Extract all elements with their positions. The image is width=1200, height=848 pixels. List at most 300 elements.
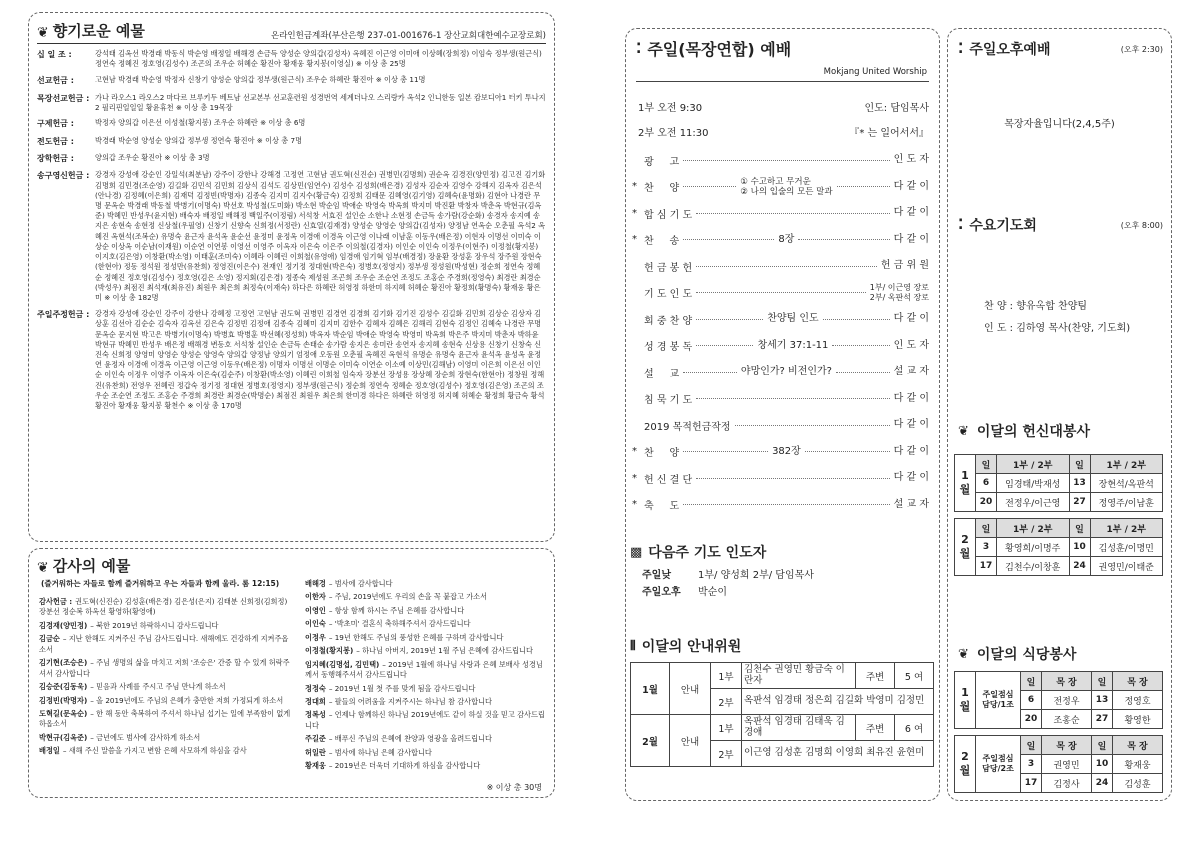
offering-section-names: 가나 라오스1 라오스2 마다르 브루키두 베트남 선교본부 선교훈련원 성경번역 세계더나오 스리랑카 옥석2 인니한동 일본 캄보디아1 터키 투나지2 필리핀일일일 황윤휴천 ※ 이상 총 19목장 bbox=[95, 92, 546, 113]
dotted-leader bbox=[837, 186, 890, 187]
worship-order-row bbox=[632, 465, 929, 492]
usher-time: 주변 bbox=[856, 715, 895, 741]
thanks-footer: ※ 이상 총 30명 bbox=[486, 783, 542, 792]
month-label: 1 월 bbox=[955, 672, 976, 729]
offering-section bbox=[37, 153, 546, 164]
thanks-item-name: 김금순 bbox=[39, 634, 60, 644]
double-dot-icon: ⁚ bbox=[958, 217, 964, 233]
worship-order-name: 헌 신 결 단 bbox=[644, 474, 693, 486]
assignee-cell: 전정우 bbox=[1042, 691, 1092, 710]
offering-section-label: 구제헌금 : bbox=[37, 119, 74, 129]
thanks-subtitle: (즐거워하는 자들로 함께 즐거워하고 우는 자들과 함께 울라. 롬 12:15) bbox=[41, 579, 280, 588]
worship-order-detail: ① 수고하고 무거운 ② 나의 입술의 모든 말과 bbox=[740, 176, 833, 197]
service-time-1-leader: 인도: 담임목사 bbox=[864, 103, 929, 114]
dotted-leader bbox=[683, 239, 774, 240]
worship-order-name: 광 고 bbox=[644, 156, 680, 168]
dotted-leader bbox=[696, 478, 889, 479]
day-cell: 10 bbox=[1092, 755, 1113, 774]
dotted-leader bbox=[823, 319, 890, 320]
month-table-header bbox=[955, 736, 1163, 755]
worship-order-role: 다 같 이 bbox=[893, 313, 930, 325]
day-cell: 20 bbox=[1021, 710, 1042, 729]
day-cell: 24 bbox=[1092, 774, 1113, 793]
worship-order-name: 찬 양 bbox=[644, 183, 680, 195]
worship-order-name: 설 교 bbox=[644, 368, 680, 380]
month-table-row bbox=[955, 474, 1163, 493]
month-table-header-cell: 일 bbox=[1069, 519, 1090, 538]
dotted-leader bbox=[805, 451, 890, 452]
right-column-box bbox=[947, 28, 1172, 801]
afternoon-header bbox=[958, 39, 1163, 59]
thanks-item-text: – '박초미' 결혼식 축하해주셔서 감사드립니다 bbox=[328, 619, 471, 629]
thanks-item-text: – 하나님 아버지, 2019년 1월 주님 은혜에 감사드립니다 bbox=[356, 646, 533, 656]
month-table-header-cell: 목 장 bbox=[1113, 672, 1163, 691]
leaf-icon: ❦ bbox=[958, 646, 969, 662]
usher-names: 김천수 권영민 황금숙 이란자 bbox=[742, 663, 856, 689]
usher-names: 이근영 김성훈 김명희 이영희 최유진 윤현미 bbox=[742, 741, 934, 767]
thanks-item bbox=[39, 658, 294, 679]
assignee-cell: 정영주/이남훈 bbox=[1090, 493, 1163, 512]
assignee-cell: 김성훈/이명민 bbox=[1090, 538, 1163, 557]
order-of-worship bbox=[632, 147, 929, 518]
thanks-item-text: – 2019년 1월 첫 주를 맞게 됨을 감사드립니다 bbox=[328, 683, 476, 693]
worship-order-detail: 8장 bbox=[778, 233, 795, 245]
thanks-item-name: 정정숙 bbox=[305, 683, 326, 693]
thanks-item-text: – 범사에 감사합니다 bbox=[328, 579, 393, 588]
wednesday-line-2-label: 인 도 : bbox=[984, 323, 1014, 334]
offering-section-label: 목장선교헌금 : bbox=[37, 93, 90, 103]
dotted-leader bbox=[836, 372, 890, 373]
devotion-header bbox=[958, 421, 1090, 441]
worship-order-row bbox=[632, 280, 929, 307]
wednesday-title: 수요기도회 bbox=[969, 218, 1037, 234]
day-cell: 17 bbox=[976, 557, 997, 576]
assignee-cell: 김천수/이창훈 bbox=[997, 557, 1070, 576]
worship-order-row bbox=[632, 333, 929, 360]
thanks-item bbox=[305, 710, 545, 731]
dotted-leader bbox=[696, 213, 889, 214]
day-cell: 13 bbox=[1092, 691, 1113, 710]
thanks-item-name: 정복성 bbox=[305, 710, 326, 720]
thanks-title: 감사의 예물 bbox=[52, 557, 131, 575]
dotted-leader bbox=[683, 451, 768, 452]
assignee-cell: 전정우/이근영 bbox=[997, 493, 1070, 512]
thanks-item-name: 이정철(황지봉) bbox=[305, 646, 354, 656]
month-table-row bbox=[955, 538, 1163, 557]
thanks-item bbox=[305, 697, 545, 707]
thanks-item-name: 감사헌금 : bbox=[39, 597, 73, 606]
wednesday-line-1-text: 향유옥합 찬양팀 bbox=[1016, 301, 1088, 312]
month-table-header-cell: 일 bbox=[1092, 672, 1113, 691]
worship-order-name: 헌 금 봉 헌 bbox=[644, 262, 693, 274]
thanks-item-text: – 팔들의 어려움을 지켜주시는 하나님 참 감사합니다 bbox=[328, 696, 492, 706]
stand-marker: * bbox=[632, 181, 637, 193]
month-table-header-cell: 일 bbox=[1092, 736, 1113, 755]
thanks-item-text: 권도혁(신진순) 김성훈(배은경) 김은성(은지) 김태분 신희정(김희정) 장분선 정순복 하옥선 황영하(황영애) bbox=[39, 597, 288, 617]
worship-order-role: 1부/ 이근영 장로 2부/ 옥판석 장로 bbox=[869, 283, 929, 302]
dotted-leader bbox=[683, 504, 889, 505]
next-week-section bbox=[630, 542, 930, 598]
wednesday-line-1-label: 찬 양 : bbox=[984, 301, 1014, 312]
service-time-2-label: 2부 오전 11:30 bbox=[638, 128, 709, 139]
thanks-item-text: – 주님 생명의 삶을 마치고 저희 '조승은' 간증 할 수 있게 허락주셔서 감사합니다 bbox=[39, 658, 290, 678]
leaf-icon: ❦ bbox=[37, 25, 49, 41]
worship-order-role: 다 같 이 bbox=[893, 472, 929, 484]
thanks-item-name: 김기현(조승은) bbox=[39, 658, 88, 668]
assignee-cell: 황영희/이명주 bbox=[997, 538, 1070, 557]
worship-order-role: 헌 금 위 원 bbox=[880, 260, 929, 272]
thanks-left-column bbox=[39, 597, 294, 791]
assignee-cell: 황재웅 bbox=[1113, 755, 1163, 774]
worship-order-name: 축 도 bbox=[644, 501, 680, 513]
offering-section bbox=[37, 75, 546, 86]
next-week-row-2-text: 박순이 bbox=[698, 587, 727, 598]
thanks-item-name: 배해경 bbox=[305, 579, 326, 588]
assignee-cell: 조홍순 bbox=[1042, 710, 1092, 729]
thanks-item-text: – 금년에도 범사에 감사하게 하소서 bbox=[90, 732, 201, 742]
thanks-item bbox=[305, 660, 545, 681]
wednesday-header bbox=[958, 215, 1163, 235]
stand-marker: * bbox=[632, 472, 637, 484]
usher-part: 2부 bbox=[711, 689, 742, 715]
assignee-cell: 권영민/이태준 bbox=[1090, 557, 1163, 576]
offering-header bbox=[37, 19, 546, 41]
thanks-item-name: 배정일 bbox=[39, 746, 60, 756]
worship-order-role: 다 같 이 bbox=[893, 392, 929, 404]
offering-title: 향기로운 예물 bbox=[52, 22, 145, 40]
thanks-item bbox=[39, 746, 294, 756]
month-label: 1 월 bbox=[955, 455, 976, 512]
assignee-cell: 장현석/옥판석 bbox=[1090, 474, 1163, 493]
service-time-2 bbox=[638, 124, 929, 139]
dotted-leader bbox=[683, 160, 889, 161]
assignee-cell: 권영민 bbox=[1042, 755, 1092, 774]
month-table-header bbox=[955, 519, 1163, 538]
thanks-header bbox=[37, 555, 130, 576]
thanks-item bbox=[305, 633, 545, 643]
thanks-item-name: 황재웅 bbox=[305, 761, 326, 771]
offering-list bbox=[37, 49, 546, 535]
offering-section-label: 주일주정헌금 : bbox=[37, 310, 90, 320]
worship-order-role: 다 같 이 bbox=[893, 180, 930, 192]
thanks-item bbox=[39, 634, 294, 655]
offering-section bbox=[37, 136, 546, 147]
worship-order-name: 성 경 봉 독 bbox=[644, 342, 693, 354]
offering-section-names: 양의갑 조우순 황진아 ※ 이상 총 3명 bbox=[95, 152, 210, 162]
usher-count: 6 여 bbox=[895, 715, 934, 741]
worship-order-row bbox=[632, 306, 929, 333]
bars-icon: ⦀ bbox=[630, 638, 636, 654]
afternoon-title: 주일오후예배 bbox=[969, 42, 1051, 58]
thanks-item-text: – 지난 한해도 지켜주신 주님 감사드립니다. 새해에도 건강하게 지켜주옵소서 bbox=[39, 634, 289, 654]
next-week-row-2-label: 주일오후 bbox=[642, 587, 681, 598]
wednesday-line-2 bbox=[984, 319, 1130, 334]
devotion-title: 이달의 헌신대봉사 bbox=[976, 424, 1090, 440]
thanks-right-column bbox=[305, 579, 545, 779]
next-week-header bbox=[630, 542, 930, 562]
worship-order-name: 찬 양 bbox=[644, 448, 680, 460]
day-cell: 13 bbox=[1069, 474, 1090, 493]
worship-order-role: 설 교 자 bbox=[893, 366, 930, 378]
thanks-item bbox=[39, 696, 294, 706]
thanks-item-text: – 올 2019년에도 주님의 은혜가 충만한 저희 가정되게 하소서 bbox=[90, 695, 284, 705]
next-week-row-1-label: 주일낮 bbox=[642, 570, 671, 581]
thanks-item-text: – 믿음과 사례를 주시고 주님 만나게 하소서 bbox=[90, 682, 226, 692]
offering-section bbox=[37, 49, 546, 69]
month-table-header-cell: 1부 / 2부 bbox=[1090, 455, 1163, 474]
dotted-leader bbox=[798, 239, 889, 240]
worship-order-role: 인 도 자 bbox=[893, 339, 930, 351]
worship-order-row bbox=[632, 200, 929, 227]
month-table bbox=[954, 735, 1163, 793]
month-table-header-cell: 일 bbox=[976, 519, 997, 538]
worship-order-role: 인 도 자 bbox=[893, 154, 929, 166]
worship-order-name: 합 심 기 도 bbox=[644, 209, 693, 221]
thanks-item bbox=[39, 682, 294, 692]
offering-title-underline bbox=[37, 43, 546, 44]
day-cell: 24 bbox=[1069, 557, 1090, 576]
thanks-item-name: 허일란 bbox=[305, 747, 326, 757]
kitchen-duty-label: 주일점심 담당/2조 bbox=[976, 736, 1021, 793]
kitchen-title: 이달의 식당봉사 bbox=[976, 647, 1077, 663]
month-table bbox=[954, 518, 1163, 576]
checker-icon: ▩ bbox=[630, 544, 643, 560]
devotion-tables bbox=[954, 454, 1163, 582]
month-table-header-cell: 목 장 bbox=[1113, 736, 1163, 755]
usher-part: 2부 bbox=[711, 741, 742, 767]
thanks-item bbox=[305, 748, 545, 758]
thanks-item-text: – 범사에 하나님 은혜 감사합니다 bbox=[328, 747, 432, 757]
ushers-title: 이달의 안내위원 bbox=[641, 639, 742, 655]
worship-order-detail: 야망인가? 비전인가? bbox=[740, 366, 832, 378]
worship-order-row bbox=[632, 147, 929, 174]
offering-section bbox=[37, 118, 546, 129]
offering-section-label: 선교헌금 : bbox=[37, 76, 74, 86]
dotted-leader bbox=[696, 292, 866, 293]
thanks-item-name: 이정우 bbox=[305, 632, 326, 642]
thanks-item bbox=[305, 606, 545, 616]
assignee-cell: 황영한 bbox=[1113, 710, 1163, 729]
worship-order-role: 설 교 자 bbox=[893, 498, 929, 510]
stand-marker: * bbox=[632, 234, 637, 246]
next-week-title: 다음주 기도 인도자 bbox=[648, 545, 767, 561]
wednesday-line-1 bbox=[984, 297, 1087, 312]
offering-section-label: 장학헌금 : bbox=[37, 153, 74, 163]
thanks-item bbox=[305, 579, 545, 589]
thanks-item-name: 이영인 bbox=[305, 605, 326, 615]
next-week-row-1 bbox=[642, 566, 930, 581]
thanks-item bbox=[305, 684, 545, 694]
usher-names: 옥판석 임경태 정은희 김길화 박영미 김정민 bbox=[742, 689, 934, 715]
offering-section-names: 박정자 양의갑 이은선 이성철(황지봉) 조우순 하혜란 ※ 이상 총 6명 bbox=[95, 118, 306, 128]
month-table-header-cell: 1부 / 2부 bbox=[997, 519, 1070, 538]
month-table-header bbox=[955, 455, 1163, 474]
month-table-row bbox=[955, 557, 1163, 576]
worship-order-row bbox=[632, 492, 929, 519]
offering-section-names: 고현남 박경래 박순영 박정자 신창기 양성순 양의갑 정부생(원근식) 조우순 하혜란 황진아 ※ 이상 총 11명 bbox=[95, 75, 426, 85]
month-table-header-cell: 1부 / 2부 bbox=[1090, 519, 1163, 538]
dotted-leader bbox=[832, 345, 889, 346]
worship-order-role: 다 같 이 bbox=[893, 445, 929, 457]
thanks-box bbox=[28, 548, 555, 798]
leaf-icon: ❦ bbox=[37, 560, 49, 576]
worship-order-detail: 382장 bbox=[772, 445, 801, 457]
stand-marker: * bbox=[632, 499, 637, 511]
stand-marker: * bbox=[632, 446, 637, 458]
day-cell: 3 bbox=[976, 538, 997, 557]
ushers-section bbox=[630, 636, 930, 767]
kitchen-tables bbox=[954, 671, 1163, 799]
worship-order-detail: 찬양팀 인도 bbox=[767, 313, 819, 325]
month-table-header bbox=[955, 672, 1163, 691]
worship-subtitle: Mokjang United Worship bbox=[823, 67, 927, 77]
thanks-item-text: – 주님, 2019년에도 우리의 손을 꼭 붙잡고 가소서 bbox=[328, 592, 488, 602]
service-time-1 bbox=[638, 99, 929, 114]
kitchen-duty-label: 주일점심 담당/1조 bbox=[976, 672, 1021, 729]
thanks-item bbox=[39, 733, 294, 743]
dotted-leader bbox=[683, 186, 736, 187]
thanks-item bbox=[305, 646, 545, 656]
offering-section-names: 강경자 강성애 강순인 강주이 강한나 강혜정 고정연 고현남 권도혁 권병민 김경연 김경희 김기화 김기진 김성수 김길화 김민희 김상순 김상자 김상훈 김선아 김순순 김숙자 김옥선 김은숙 김정빈 김정애 김종숙 김혜미 김지미 김한수 김혜자 김혜은 김해리 김현숙 김정인 김혜숙 나경란 무명 문옥순 문지현 박고은 박병기(이명숙) 박병효 박병훈 박선혜(정성희) 박옥자 박순임 박애순 박영숙 박영미 박옥희 박은주 박지미 박춘자 박하윤 박현규 박혜민 반성우 배은정 배해경 변동호 서석창 설인순 손금득 손태순 송가람 송지은 송미란 송연자 송지혜 송현숙 신상용 신창기 신창숙 신진숙 신희정 양영미 양영순 양성순 양영숙 양의갑 양정남 양의기 엄정애 오동원 오춘필 옥혜진 옥현석 유명순 유명숙 윤근자 윤석옥 윤성옥 윤정연 윤정자 이경애 이경옥 이근영 이근영 이동우(배은정) 이명자 이명선 이명순 이미숙 이연순 이소예 이상민(김해남) 이영미 이은희 이은선 이인순 이인숙 이정우 이영주 이옥자 이은숙(김순주) 이창환(박소영) 이혜린 이희철 임숙자 장분선 장성용 장상혜 장순희 장현숙(한현아) 정창원 정해진(유찬희) 전영우 전혜린 정갑숙 정기정 정대현 정병호(정영지) 정부생(원근식) 정순희 정연숙 정혜순 정호영(김성수) 정호영(김은영) 조곤의 조우순 조순연 조정도 조홍순 주경희 최경란 최경순(박명순) 최점진 최원우 최은희 한미경 하다은 하혜란 허영정 허지혜 허혜순 황정희 황금숙 황석 황진아 황재웅 황지봉 황천수 ※ 이상 총 170명 bbox=[95, 309, 545, 411]
usher-role: 안내 bbox=[670, 663, 711, 715]
assignee-cell: 김성훈 bbox=[1113, 774, 1163, 793]
afternoon-text: 목장자율입니다(2,4,5주) bbox=[1004, 119, 1115, 130]
month-table-header-cell: 목 장 bbox=[1042, 736, 1092, 755]
worship-order-detail: 창세기 37:1-11 bbox=[757, 339, 829, 351]
usher-row bbox=[631, 715, 934, 741]
day-cell: 6 bbox=[976, 474, 997, 493]
offering-section-names: 강석태 김옥선 박경래 박동식 박순영 배정일 배해경 손금득 양성순 양의갑(김성자) 옥혜진 이근영 이미애 이상혜(장희정) 이임숙 정부생(원근식) 정연숙 정혜진 정호영(김성수) 조곤의 조우순 허혜순 황진아 황재웅 황지봉(이영실) ※ 이상 총 25명 bbox=[95, 49, 542, 69]
day-cell: 3 bbox=[1021, 755, 1042, 774]
usher-count: 5 여 bbox=[895, 663, 934, 689]
thanks-item-text: – 언제나 함께하신 하나님 2019년에도 같이 하실 것을 믿고 감사드립니다 bbox=[305, 710, 545, 730]
day-cell: 20 bbox=[976, 493, 997, 512]
usher-month: 2월 bbox=[631, 715, 670, 767]
thanks-item-name: 이인숙 bbox=[305, 619, 326, 629]
day-cell: 17 bbox=[1021, 774, 1042, 793]
usher-part: 1부 bbox=[711, 663, 742, 689]
offering-box bbox=[28, 12, 555, 542]
afternoon-time: (오후 2:30) bbox=[1120, 44, 1163, 54]
month-table-header-cell: 일 bbox=[976, 455, 997, 474]
thanks-item-name: 김승준(김동욱) bbox=[39, 682, 88, 692]
leaf-icon: ❦ bbox=[958, 423, 969, 439]
month-table bbox=[954, 454, 1163, 512]
assignee-cell: 임경태/박재성 bbox=[997, 474, 1070, 493]
dotted-leader bbox=[696, 345, 753, 346]
worship-subtitle-rule bbox=[636, 81, 929, 82]
offering-section bbox=[37, 93, 546, 113]
offering-account: 온라인헌금계좌(부산은행 237-01-001676-1 장산교회대한예수교장로회) bbox=[271, 31, 546, 41]
thanks-item-name: 이한자 bbox=[305, 592, 326, 602]
thanks-item-text: – 항상 함께 하시는 주님 은혜를 감사합니다 bbox=[328, 605, 465, 615]
offering-section-names: 박경래 박순영 양성순 양의갑 정부생 정연숙 황진아 ※ 이상 총 7명 bbox=[95, 135, 303, 145]
usher-row bbox=[631, 663, 934, 689]
day-cell: 27 bbox=[1069, 493, 1090, 512]
month-table-header-cell: 일 bbox=[1021, 736, 1042, 755]
stand-marker: * bbox=[632, 207, 637, 219]
dotted-leader bbox=[696, 398, 889, 399]
dotted-leader bbox=[735, 425, 890, 426]
next-week-row-1-text: 1부/ 양성희 2부/ 담임목사 bbox=[698, 570, 814, 581]
thanks-item-text: – 2019년은 더욱더 기대하게 하심을 감사합니다 bbox=[328, 761, 481, 771]
month-table-row bbox=[955, 493, 1163, 512]
thanks-item bbox=[305, 619, 545, 629]
month-table-header-cell: 목 장 bbox=[1042, 672, 1092, 691]
worship-order-row bbox=[632, 253, 929, 280]
thanks-item-name: 정대희 bbox=[305, 696, 326, 706]
next-week-row-2 bbox=[642, 583, 930, 598]
thanks-item-text: – 19년 한해도 주님의 풍성한 은혜를 구하며 감사합니다 bbox=[328, 632, 504, 642]
usher-names: 옥판석 임경태 김태욱 김경애 bbox=[742, 715, 856, 741]
offering-section-label: 십 일 조 : bbox=[37, 50, 72, 59]
thanks-item-text: – 한 해 동안 축복하여 주셔서 하나님 섭기는 일에 부족함이 없게 하옵소서 bbox=[39, 708, 291, 729]
service-time-2-note: 『* 는 일어서서』 bbox=[849, 128, 929, 139]
day-cell: 6 bbox=[1021, 691, 1042, 710]
offering-section-names: 강경자 강성애 강순인 강일석(최분남) 강주이 강한나 강해경 고정연 고현남 권도혁(신진순) 권병민(김명희) 권순옥 김경진(양민정) 김고진 김기화 김명희 김민경(조순영) 김길화 김민석 김민희 김상식 김석도 김상민(임연수) 김성수 김성희(배은경) 김성자 김순자 김영수 강해지 김옥자 김은석(안나경) 김정혜(이은희) 김재덕 김정빈(박명자) 김종숙 김지미 김지수(황금숙) 김정희 김태문 김혜영(김기영) 김혜숙(윤명화) 김현아 나경란 무명 문옥순 박경래 박동철 박병기(이명숙) 박선호 박성철(도미화) 박소현 박순임 박애순 박영숙 박옥희 박지미 박진환 박창자 박춘옥 박현규(김옥준) 박혜민 반성우(윤지현) 배숙자 배정일 배해정 백일주(이정림) 서석창 서효진 설인순 소한나 소현정 손금득 송가람(강순화) 송경자 송지예 송지은 송현숙 송현정 신상철(우필영) 신창기 신향숙 신희정(서정란) 신효열(김재경) 양성순 양영순 양의갑(김성자) 양정남 연옥순 오춘필 옥석2 옥혜진 옥현석(조복순) 유명숙 윤근자 윤석옥 윤순선 윤정미 윤정옥 이경애 이경옥 이근영 이나래 이남훈 이동우(배은정) 이현자 이명선 이미숙 이상순 이상옥 이순남(이재원) 이순연 이연봉 이영선 이영주 이옥자 이은숙 이은주 이의철(김경자) 이인순 이인숙 이정우(이현주) 이정철(황지봉) 이지호(김은영) 이창환(박소영) 이태훈(조미숙) 이혜라 이혜린 이희철(유영애) 임경애 임기혁 임부(배경정) 장윤환 장성훈 장우석 장주원 장현숙(한현아) 정동 정석원 정성만(유찬희) 정영진(이은수) 전재인 정기정 정대현(박은숙) 정병호(정영지) 정부생 정성원(박성현) 정순희 정연숙 정혜순 정혜진 정호영(김성수) 정호영(김은 소영) 정지회(김은경) 정종숙 제성원 조곤희 조우순 조순연 조정도 조홍순 주경희(정영숙) 최경란 최경순(박성우) 최점진 최석재(최유진) 최원우 최은희 최정숙(이재숙) 하다은 하혜란 허영정 하한미 하지혜 허혜순 황진아 황정희(황명숙) 황재웅 황은미 ※ 이상 총 182명 bbox=[95, 170, 546, 302]
day-cell: 27 bbox=[1092, 710, 1113, 729]
dotted-leader bbox=[696, 319, 763, 320]
offering-section bbox=[37, 170, 546, 303]
thanks-item bbox=[305, 592, 545, 602]
month-table-header-cell: 일 bbox=[1021, 672, 1042, 691]
usher-part: 1부 bbox=[711, 715, 742, 741]
thanks-item-name: 주길준 bbox=[305, 734, 326, 744]
usher-month: 1월 bbox=[631, 663, 670, 715]
thanks-item bbox=[39, 621, 294, 631]
thanks-item bbox=[39, 597, 294, 618]
offering-section bbox=[37, 309, 546, 411]
worship-order-name: 찬 송 bbox=[644, 236, 680, 248]
dotted-leader bbox=[696, 266, 877, 267]
double-dot-icon: ⁚ bbox=[636, 40, 642, 57]
wednesday-line-2-text: 김하영 목사(찬양, 기도회) bbox=[1016, 323, 1131, 334]
assignee-cell: 정영호 bbox=[1113, 691, 1163, 710]
usher-time: 주변 bbox=[856, 663, 895, 689]
thanks-item-name: 임지혜(김명섭, 김민택) bbox=[305, 659, 380, 669]
worship-order-row bbox=[632, 386, 929, 413]
thanks-item-text: – 2019년 1월에 하나님 사랑과 은혜 보배사 성경님께서 동행해주셔서 감사드립니다 bbox=[305, 659, 543, 680]
double-dot-icon: ⁚ bbox=[958, 41, 964, 57]
thanks-item-text: – 새해 주신 말씀을 가지고 변함 은혜 사모하게 하심을 감사 bbox=[62, 746, 247, 756]
thanks-item-name: 김경재(양민정) bbox=[39, 620, 88, 630]
month-table bbox=[954, 671, 1163, 729]
worship-header bbox=[636, 37, 791, 60]
worship-order-role: 다 같 이 bbox=[893, 233, 929, 245]
month-label: 2 월 bbox=[955, 736, 976, 793]
month-label: 2 월 bbox=[955, 519, 976, 576]
day-cell: 10 bbox=[1069, 538, 1090, 557]
worship-order-name: 침 묵 기 도 bbox=[644, 395, 693, 407]
worship-order-row bbox=[632, 412, 929, 439]
worship-order-row bbox=[632, 174, 929, 201]
usher-role: 안내 bbox=[670, 715, 711, 767]
thanks-item-name: 김정빈(박명자) bbox=[39, 695, 88, 705]
offering-section-label: 송구영신헌금 : bbox=[37, 171, 90, 181]
thanks-item bbox=[39, 709, 294, 730]
worship-order-row bbox=[632, 439, 929, 466]
service-time-1-label: 1부 오전 9:30 bbox=[638, 103, 703, 114]
dotted-leader bbox=[683, 372, 737, 373]
thanks-item-name: 도혁길(문옥순) bbox=[39, 708, 88, 718]
worship-order-row bbox=[632, 359, 929, 386]
thanks-item-name: 박현규(김옥준) bbox=[39, 732, 88, 742]
month-table-header-cell: 일 bbox=[1069, 455, 1090, 474]
kitchen-header bbox=[958, 644, 1076, 664]
worship-order-name: 2019 목적헌금작정 bbox=[644, 421, 731, 433]
ushers-header bbox=[630, 636, 930, 656]
thanks-item bbox=[305, 734, 545, 744]
